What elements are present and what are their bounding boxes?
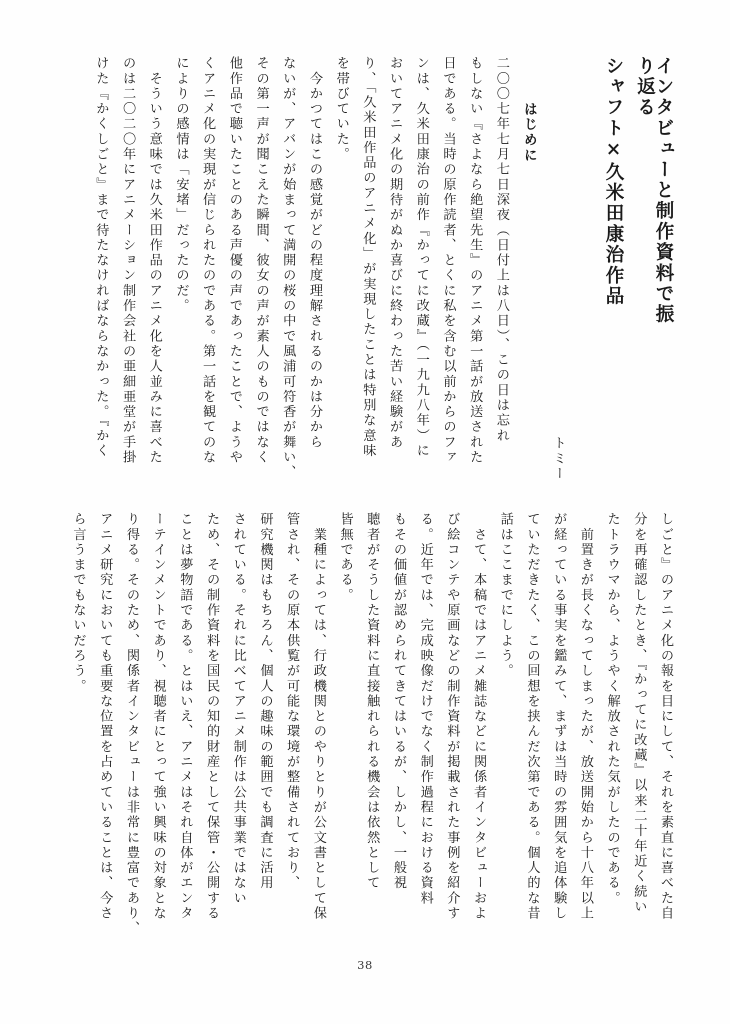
body-column: ことは夢物語である。とはいえ、アニメはそれ自体がエンタ — [177, 512, 193, 922]
body-column: が経っている事実を鑑みて、まずは当時の雰囲気を追体験し — [551, 512, 567, 922]
body-column: 二〇〇七年七月七日深夜（日付上は八日）、この日は忘れ — [493, 56, 509, 444]
body-column: くアニメ化の実現が信じられたのである。第一話を観てのな — [200, 56, 216, 466]
body-column: さて、本稿ではアニメ雑誌などに関係者インタビューおよ — [471, 512, 487, 922]
body-column: 分を再確認したとき、『かってに改蔵』以来二十年近く続い — [631, 512, 647, 915]
body-column: り、「久米田作品のアニメ化」が実現したことは特別な意味 — [360, 56, 376, 459]
body-column: 皆無である。 — [337, 512, 353, 603]
body-column: されている。それに比べてアニメ制作は公共事業ではない — [230, 512, 246, 906]
body-column: ーテインメントであり、視聴者にとって強い興味の対象とな — [150, 512, 166, 922]
body-column: おいてアニメ化の期待がぬか喜びに終わった苦い経験があ — [387, 56, 403, 450]
body-column: しごと』のアニメ化の報を目にして、それを素直に喜べた自 — [658, 512, 673, 922]
body-column: けた『かくしごと』まで待たなければならなかった。『かく — [93, 56, 109, 459]
upper-text-block — [58, 56, 672, 486]
body-column: アニメ研究においても重要な位置を占めていることは、今さ — [97, 512, 113, 922]
article-title-line-2: シャフト×久米田康治作品 — [603, 56, 624, 307]
body-column: 他作品で聴いたことのある声優の声であったことで、ようや — [226, 56, 242, 466]
body-column: 管され、その原本供覧が可能な環境が整備されており、 — [284, 512, 300, 891]
body-column: を帯びていた。 — [333, 56, 349, 163]
body-column: たトラウマから、ようやく解放された気がしたのである。 — [604, 512, 620, 906]
body-column: 日である。当時の原作読者、とくに私を含む以前からのファ — [440, 56, 456, 466]
body-column: もしない『さよなら絶望先生』のアニメ第一話が放送された — [467, 56, 483, 466]
body-column: ンは、久米田康治の前作『かってに改蔵』（一九九八年）に — [413, 56, 429, 459]
body-column: 前置きが長くなってしまったが、放送開始から十八年以上 — [577, 512, 593, 922]
body-column: 聴者がそうした資料に直接触れられる機会は依然として — [364, 512, 380, 891]
body-column: そういう意味では久米田作品のアニメ化を人並みに喜べた — [146, 56, 162, 466]
body-column: ら言うまでもないだろう。 — [70, 512, 86, 694]
body-column: ため、その制作資料を国民の知的財産として保管・公開する — [204, 512, 220, 922]
article-author: トミー — [550, 436, 566, 482]
body-column: 研究機関はもちろん、個人の趣味の範囲でも調査に活用 — [257, 512, 273, 891]
body-column: 業種によっては、行政機関とのやりとりが公文書として保 — [310, 512, 326, 922]
body-column: ていただきたく、この回想を挟んだ次第である。個人的な昔 — [524, 512, 540, 922]
page-number: 38 — [357, 958, 373, 972]
body-column: び絵コンテや原画などの制作資料が掲載された事例を紹介す — [444, 512, 460, 922]
body-column: る。近年では、完成映像だけでなく制作過程における資料 — [417, 512, 433, 906]
lower-text-block — [58, 512, 672, 942]
body-column: のは二〇二〇年にアニメーション制作会社の亜細亜堂が手掛 — [120, 56, 136, 466]
body-column: その第一声が聞こえた瞬間、彼女の声が素人のものではなく — [253, 56, 269, 466]
body-column: によりの感情は「安堵」だったのだ。 — [173, 56, 189, 314]
section-heading-hajimeni: はじめに — [521, 102, 538, 164]
body-column: 話はここまでにしよう。 — [497, 512, 513, 679]
body-column: ないが、アバンが始まって満開の桜の中で風浦可符香が舞い、 — [280, 56, 296, 481]
body-column: り得る。そのため、関係者インタビューは非常に豊富であり、 — [123, 512, 139, 937]
body-column: 今かつてはこの感覚がどの程度理解されるのかは分から — [306, 56, 322, 450]
body-column: もその価値が認められてきてはいるが、しかし、一般視 — [390, 512, 406, 891]
article-title-line-1: インタビューと制作資料で振り返る — [634, 56, 674, 326]
